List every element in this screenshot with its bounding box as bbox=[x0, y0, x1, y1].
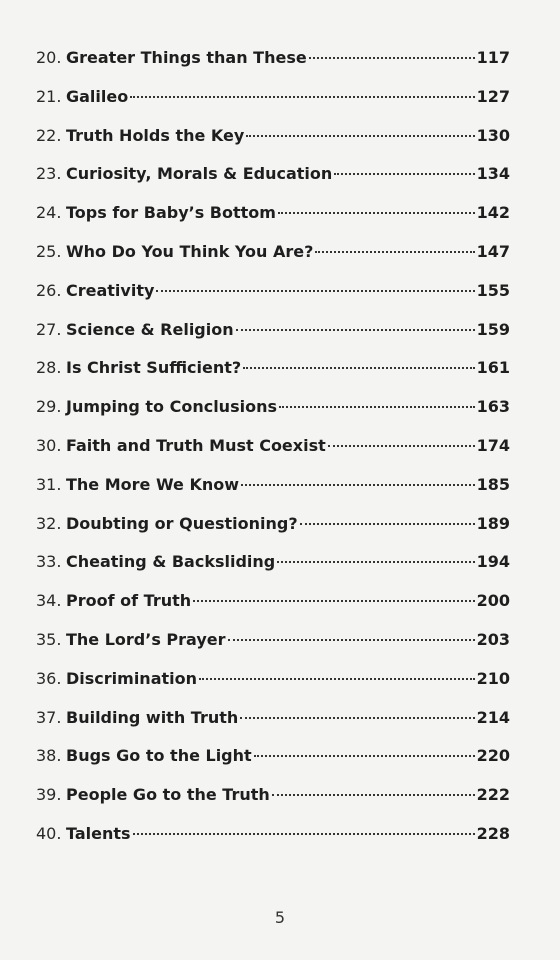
chapter-title: Discrimination bbox=[66, 668, 198, 688]
toc-entry bbox=[36, 549, 510, 588]
chapter-title: Faith and Truth Must Coexist bbox=[66, 435, 326, 455]
page-number: 5 bbox=[274, 908, 286, 927]
toc-entry bbox=[36, 278, 510, 317]
chapter-title: The Lord’s Prayer bbox=[66, 629, 226, 649]
toc-entry bbox=[36, 627, 510, 666]
chapter-page: 200 bbox=[476, 591, 510, 611]
dot-leader bbox=[277, 561, 474, 563]
toc-entry bbox=[36, 200, 510, 239]
chapter-page: 117 bbox=[476, 48, 510, 67]
chapter-number: 24. bbox=[36, 203, 62, 223]
toc-entry bbox=[36, 355, 510, 394]
dot-leader bbox=[199, 678, 475, 680]
toc-entry bbox=[36, 511, 510, 550]
chapter-page: 220 bbox=[476, 746, 510, 766]
chapter-page: 134 bbox=[476, 164, 510, 184]
chapter-number: 38. bbox=[36, 746, 62, 766]
chapter-page: 147 bbox=[476, 241, 510, 261]
toc-entry bbox=[36, 123, 510, 162]
toc-entry bbox=[36, 472, 510, 511]
chapter-title: Tops for Baby’s Bottom bbox=[66, 203, 276, 223]
chapter-title: Is Christ Sufficient? bbox=[66, 358, 242, 378]
chapter-page: 222 bbox=[476, 785, 510, 805]
chapter-number: 28. bbox=[36, 358, 62, 378]
dot-leader bbox=[309, 57, 475, 59]
chapter-page: 142 bbox=[476, 203, 510, 223]
dot-leader bbox=[133, 833, 475, 835]
toc-entry bbox=[36, 433, 510, 472]
toc-entry bbox=[36, 782, 510, 821]
dot-leader bbox=[279, 406, 475, 408]
chapter-title: Building with Truth bbox=[66, 707, 239, 727]
chapter-page: 161 bbox=[476, 358, 510, 378]
dot-leader bbox=[243, 367, 474, 369]
chapter-number: 40. bbox=[36, 823, 62, 843]
chapter-number: 22. bbox=[36, 125, 62, 145]
toc-entry bbox=[36, 394, 510, 433]
chapter-title: Bugs Go to the Light bbox=[66, 746, 252, 766]
toc-entry bbox=[36, 666, 510, 705]
dot-leader bbox=[272, 794, 475, 796]
chapter-page: 155 bbox=[476, 280, 510, 300]
dot-leader bbox=[315, 251, 474, 253]
toc-entry bbox=[36, 705, 510, 744]
chapter-page: 163 bbox=[476, 397, 510, 417]
toc-entry bbox=[36, 239, 510, 278]
chapter-number: 21. bbox=[36, 86, 62, 106]
chapter-number: 26. bbox=[36, 280, 62, 300]
dot-leader bbox=[300, 523, 475, 525]
chapter-number: 39. bbox=[36, 785, 62, 805]
chapter-number: 32. bbox=[36, 513, 62, 533]
chapter-page: 127 bbox=[476, 86, 510, 106]
dot-leader bbox=[328, 445, 475, 447]
chapter-page: 130 bbox=[476, 125, 510, 145]
chapter-number: 33. bbox=[36, 552, 62, 572]
dot-leader bbox=[228, 639, 475, 641]
chapter-title: Galileo bbox=[66, 86, 129, 106]
chapter-page: 185 bbox=[476, 474, 510, 494]
chapter-number: 20. bbox=[36, 48, 62, 67]
chapter-title: Proof of Truth bbox=[66, 591, 192, 611]
chapter-title: Who Do You Think You Are? bbox=[66, 241, 314, 261]
toc-entry bbox=[36, 317, 510, 356]
toc-entry bbox=[36, 45, 510, 84]
table-of-contents bbox=[36, 45, 510, 860]
chapter-title: Doubting or Questioning? bbox=[66, 513, 298, 533]
dot-leader bbox=[130, 96, 474, 98]
dot-leader bbox=[193, 600, 474, 602]
chapter-page: 228 bbox=[476, 823, 510, 843]
toc-entry bbox=[36, 588, 510, 627]
chapter-number: 25. bbox=[36, 241, 62, 261]
chapter-title: Science & Religion bbox=[66, 319, 234, 339]
chapter-number: 23. bbox=[36, 164, 62, 184]
dot-leader bbox=[236, 329, 475, 331]
chapter-page: 203 bbox=[476, 629, 510, 649]
toc-entry bbox=[36, 84, 510, 123]
toc-entry bbox=[36, 743, 510, 782]
chapter-title: Jumping to Conclusions bbox=[66, 397, 277, 417]
toc-entry bbox=[36, 821, 510, 860]
dot-leader bbox=[246, 135, 474, 137]
dot-leader bbox=[240, 717, 474, 719]
chapter-title: Curiosity, Morals & Education bbox=[66, 164, 333, 184]
dot-leader bbox=[334, 173, 474, 175]
chapter-page: 189 bbox=[476, 513, 510, 533]
chapter-title: The More We Know bbox=[66, 474, 240, 494]
chapter-number: 29. bbox=[36, 397, 62, 417]
chapter-number: 31. bbox=[36, 474, 62, 494]
chapter-page: 194 bbox=[476, 552, 510, 572]
dot-leader bbox=[278, 212, 475, 214]
chapter-number: 27. bbox=[36, 319, 62, 339]
chapter-title: Cheating & Backsliding bbox=[66, 552, 276, 572]
chapter-number: 35. bbox=[36, 629, 62, 649]
chapter-title: Creativity bbox=[66, 280, 155, 300]
chapter-page: 174 bbox=[476, 435, 510, 455]
chapter-title: People Go to the Truth bbox=[66, 785, 270, 805]
chapter-title: Greater Things than These bbox=[66, 48, 307, 67]
dot-leader bbox=[156, 290, 474, 292]
chapter-title: Talents bbox=[66, 823, 131, 843]
chapter-title: Truth Holds the Key bbox=[66, 125, 245, 145]
chapter-number: 30. bbox=[36, 435, 62, 455]
chapter-page: 159 bbox=[476, 319, 510, 339]
toc-entry bbox=[36, 161, 510, 200]
chapter-number: 37. bbox=[36, 707, 62, 727]
dot-leader bbox=[241, 484, 475, 486]
chapter-number: 34. bbox=[36, 591, 62, 611]
chapter-number: 36. bbox=[36, 668, 62, 688]
chapter-page: 214 bbox=[476, 707, 510, 727]
dot-leader bbox=[254, 755, 475, 757]
chapter-page: 210 bbox=[476, 668, 510, 688]
